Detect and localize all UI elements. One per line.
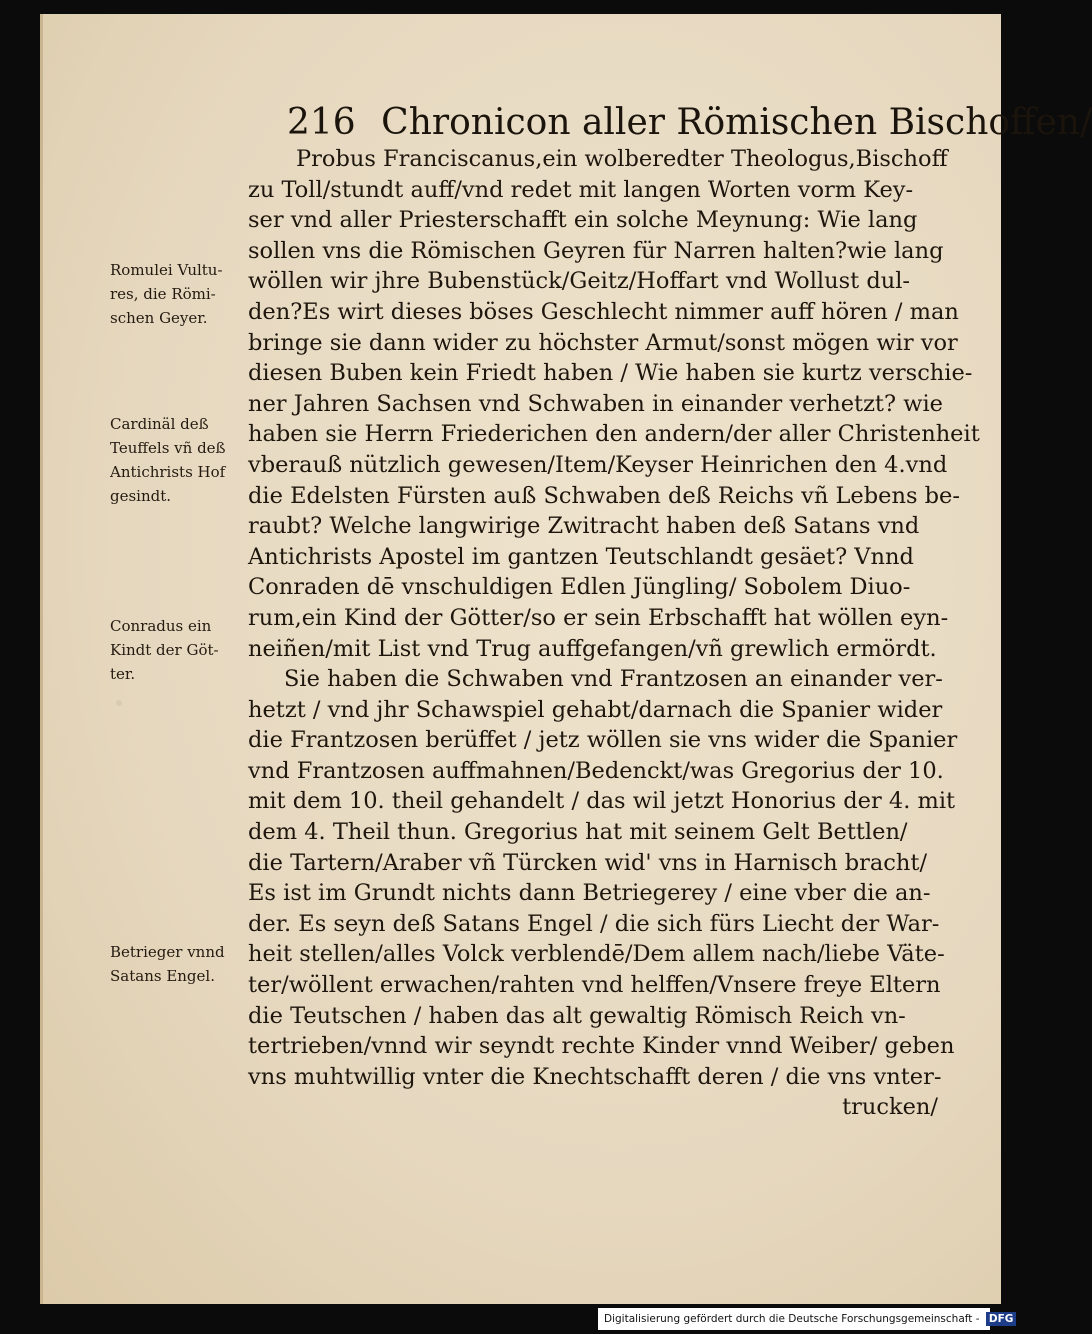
text-line: diesen Buben kein Friedt haben / Wie haben sie kurtz verschie- [248, 360, 973, 387]
text-line: wöllen wir jhre Bubenstück/Geitz/Hoffart vnd Wollust dul- [248, 268, 911, 295]
text-line: Es ist im Grundt nichts dann Betriegerey / eine vber die an- [248, 880, 931, 907]
text-line-catchword: trucken/ [842, 1094, 938, 1121]
footer-text: Digitalisierung gefördert durch die Deutsche Forschungsgemeinschaft - [604, 1313, 980, 1325]
text-line: Antichrists Apostel im gantzen Teutschlandt gesäet? Vnnd [248, 543, 914, 570]
margin-note-3 [110, 614, 250, 686]
text-line: sollen vns die Römischen Geyren für Narren halten?wie lang [248, 237, 944, 264]
text-line: heit stellen/alles Volck verblendē/Dem allem nach/liebe Väte- [248, 941, 945, 968]
margin-note-line: Cardinäl deß [110, 415, 209, 433]
text-line: die Edelsten Fürsten auß Schwaben deß Reichs vñ Lebens be- [248, 482, 960, 509]
margin-note-line: Romulei Vultu- [110, 261, 223, 279]
margin-note-2 [110, 412, 250, 508]
text-line: rum,ein Kind der Götter/so er sein Erbschafft hat wöllen eyn- [248, 604, 949, 631]
text-line: tertrieben/vnnd wir seyndt rechte Kinder vnnd Weiber/ geben [248, 1033, 955, 1060]
margin-note-4 [110, 940, 250, 988]
text-line: Probus Franciscanus,ein wolberedter Theologus,Bischoff [296, 146, 948, 172]
footer-credit [598, 1308, 1014, 1330]
text-line: hetzt / vnd jhr Schawspiel gehabt/darnach die Spanier wider [248, 696, 943, 723]
dfg-logo-icon: DFG [986, 1312, 1017, 1326]
margin-note-line: Conradus ein [110, 617, 212, 635]
text-line: dem 4. Theil thun. Gregorius hat mit seinem Gelt Bettlen/ [248, 819, 908, 846]
text-line: ter/wöllent erwachen/rahten vnd helffen/Vnsere freye Eltern [248, 972, 941, 999]
text-line: ser vnd aller Priesterschafft ein solche Meynung: Wie lang [248, 207, 918, 234]
main-text [248, 144, 980, 1123]
text-line: die Frantzosen berüffet / jetz wöllen sie vns wider die Spanier [248, 727, 958, 754]
margin-note-line: Satans Engel. [110, 967, 215, 985]
text-line: Conraden dē vnschuldigen Edlen Jüngling/ Sobolem Diuo- [248, 574, 911, 601]
margin-note-line: Antichrists Hof [110, 463, 226, 481]
text-line: der. Es seyn deß Satans Engel / die sich fürs Liecht der War- [248, 910, 940, 937]
text-line: vns muhtwillig vnter die Knechtschafft deren / die vns vnter- [248, 1063, 942, 1090]
text-line: haben sie Herrn Friederichen den andern/der aller Christenheit [248, 421, 980, 448]
margin-note-line: ter. [110, 665, 136, 683]
text-line: die Teutschen / haben das alt gewaltig Römisch Reich vn- [248, 1002, 906, 1029]
text-line: Sie haben die Schwaben vnd Frantzosen an einander ver- [284, 666, 943, 693]
margin-note-1 [110, 258, 250, 330]
text-line: mit dem 10. theil gehandelt / das wil jetzt Honorius der 4. mit [248, 788, 956, 815]
margin-note-line: Kindt der Göt- [110, 641, 219, 659]
margin-note-line: gesindt. [110, 487, 172, 505]
text-line: ner Jahren Sachsen vnd Schwaben in einander verhetzt? wie [248, 390, 943, 417]
text-line: vberauß nützlich gewesen/Item/Keyser Heinrichen den 4.vnd [248, 451, 948, 478]
page-number: 216 [287, 102, 356, 143]
margin-note-line: Betrieger vnnd [110, 943, 225, 961]
text-line: die Tartern/Araber vñ Türcken wid' vns in Harnisch bracht/ [248, 849, 928, 876]
margin-note-line: res, die Römi- [110, 285, 216, 303]
text-line: raubt? Welche langwirige Zwitracht haben deß Satans vnd [248, 513, 920, 540]
text-line: zu Toll/stundt auff/vnd redet mit langen Worten vorm Key- [248, 176, 914, 203]
margin-note-line: schen Geyer. [110, 309, 208, 327]
text-line: bringe sie dann wider zu höchster Armut/sonst mögen wir vor [248, 329, 958, 356]
text-line: vnd Frantzosen auffmahnen/Bedenckt/was Gregorius der 10. [248, 757, 944, 784]
text-line: neiñen/mit List vnd Trug auffgefangen/vñ grewlich ermördt. [248, 635, 937, 662]
running-title: Chronicon aller Römischen Bischoffen/ [381, 102, 1092, 143]
paper-blemish [116, 700, 122, 706]
text-line: den?Es wirt dieses böses Geschlecht nimmer auff hören / man [248, 298, 959, 325]
margin-note-line: Teuffels vñ deß [110, 439, 226, 457]
